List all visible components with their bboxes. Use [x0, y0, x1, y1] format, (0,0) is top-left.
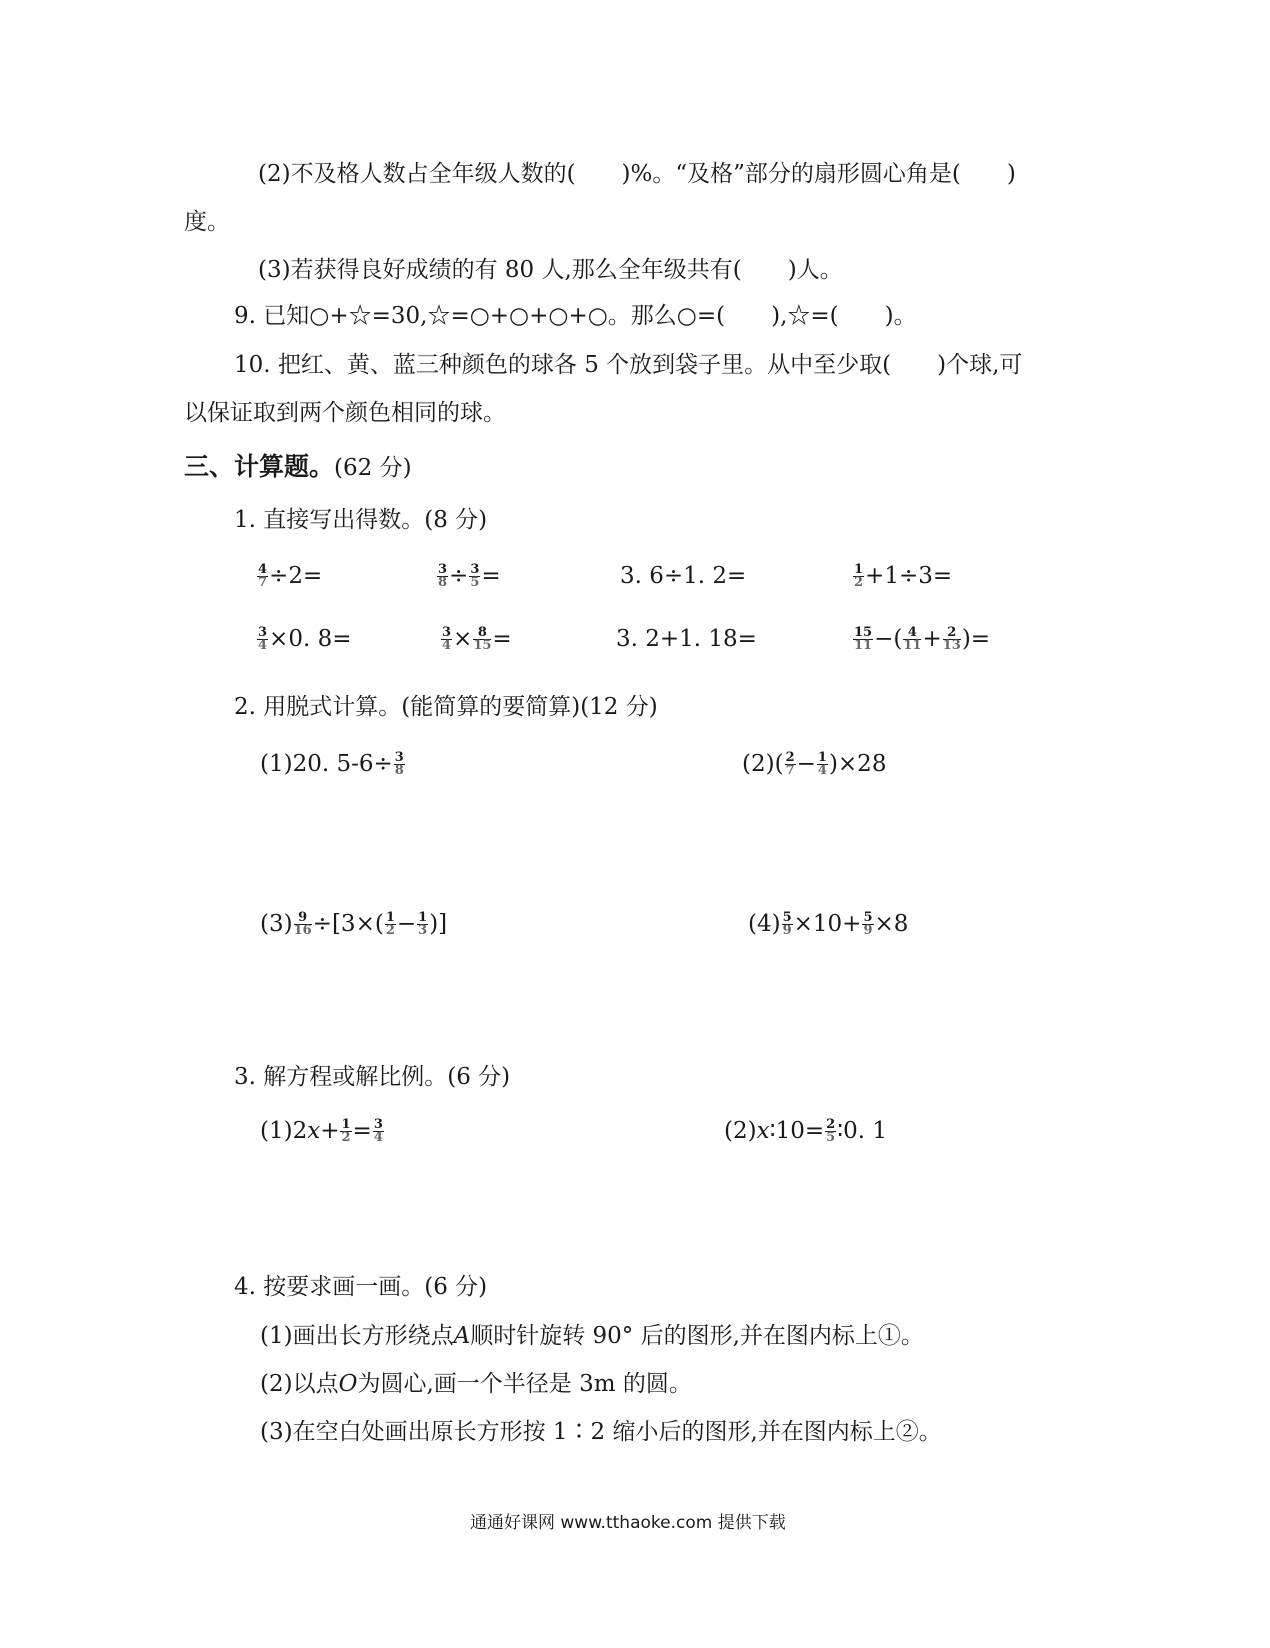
fraction: $\frac{1}{4}$	[817, 750, 827, 778]
fraction: $\frac{5}{9}$	[863, 910, 873, 938]
q3-part1: (1)2x+ $\frac{1}{2}$ = $\frac{3}{4}$	[260, 1117, 383, 1145]
q1-item-4: $\frac{1}{2}$ +1÷3=	[854, 562, 953, 590]
q4-title: 4. 按要求画一画。(6 分)	[234, 1274, 488, 1300]
fraction: $\frac{3}{4}$	[442, 625, 452, 653]
q8-part2-line2: 度。	[184, 209, 230, 235]
q1-item-8: $\frac{15}{11}$ −( $\frac{4}{11}$ + $\frac{2}{13}$ )=	[854, 625, 991, 653]
fraction: $\frac{3}{8}$	[394, 750, 404, 778]
fraction: $\frac{2}{5}$	[826, 1117, 836, 1145]
q2-title: 2. 用脱式计算。(能简算的要简算)(12 分)	[234, 694, 658, 720]
fraction: $\frac{1}{2}$	[385, 910, 395, 938]
q1-item-2: $\frac{3}{8}$ ÷ $\frac{3}{5}$ =	[438, 562, 501, 590]
q2-part4: (4) $\frac{5}{9}$ ×10+ $\frac{5}{9}$ ×8	[748, 910, 909, 938]
fraction: $\frac{3}{5}$	[470, 562, 480, 590]
q3-part2: (2)x∶10= $\frac{2}{5}$ ∶0. 1	[724, 1117, 888, 1145]
q10-line1: 10. 把红、黄、蓝三种颜色的球各 5 个放到袋子里。从中至少取( )个球,可	[234, 352, 1023, 378]
fraction: $\frac{8}{15}$	[473, 625, 492, 653]
footer-credit: 通通好课网 www.tthaoke.com 提供下载	[470, 1513, 786, 1533]
q2-part1: (1)20. 5-6÷ $\frac{3}{8}$	[260, 750, 404, 778]
q4-step2: (2)以点O为圆心,画一个半径是 3m 的圆。	[260, 1371, 692, 1397]
q2-part2: (2)( $\frac{2}{7}$ − $\frac{1}{4}$ )×28	[742, 750, 887, 778]
section-3-points: (62 分)	[334, 455, 412, 481]
fraction: $\frac{1}{3}$	[418, 910, 428, 938]
fraction: $\frac{2}{7}$	[785, 750, 795, 778]
fraction: $\frac{4}{7}$	[258, 562, 268, 590]
fraction: $\frac{3}{4}$	[258, 625, 268, 653]
q1-title: 1. 直接写出得数。(8 分)	[234, 507, 488, 533]
fraction: $\frac{1}{2}$	[854, 562, 864, 590]
fraction: $\frac{15}{11}$	[854, 625, 873, 653]
q1-item-7: 3. 2+1. 18=	[616, 626, 757, 652]
q2-part3: (3) $\frac{9}{16}$ ÷[3×( $\frac{1}{2}$ − $\frac{1}{3}$ )]	[260, 910, 448, 938]
fraction: $\frac{3}{8}$	[438, 562, 448, 590]
q1-item-5: $\frac{3}{4}$ ×0. 8=	[258, 625, 352, 653]
q4-step3: (3)在空白处画出原长方形按 1∶2 缩小后的图形,并在图内标上②。	[260, 1419, 942, 1445]
fraction: $\frac{5}{9}$	[782, 910, 792, 938]
fraction: $\frac{9}{16}$	[293, 910, 312, 938]
q1-item-1: $\frac{4}{7}$ ÷2=	[258, 562, 323, 590]
q8-part3: (3)若获得良好成绩的有 80 人,那么全年级共有( )人。	[258, 257, 843, 283]
q1-item-3: 3. 6÷1. 2=	[620, 563, 747, 589]
fraction: $\frac{1}{2}$	[341, 1117, 351, 1145]
section-3-heading	[184, 452, 412, 483]
q1-item-6: $\frac{3}{4}$ × $\frac{8}{15}$ =	[442, 625, 512, 653]
q3-title: 3. 解方程或解比例。(6 分)	[234, 1064, 511, 1090]
fraction: $\frac{2}{13}$	[942, 625, 961, 653]
fraction: $\frac{4}{11}$	[903, 625, 922, 653]
q8-part2-line1: (2)不及格人数占全年级人数的( )%。“及格”部分的扇形圆心角是( )	[258, 161, 1016, 187]
q9: 9. 已知○+☆=30,☆=○+○+○+○。那么○=( ),☆=( )。	[234, 303, 917, 329]
q4-step1: (1)画出长方形绕点A顺时针旋转 90° 后的图形,并在图内标上①。	[260, 1323, 924, 1349]
q10-line2: 以保证取到两个颜色相同的球。	[184, 400, 506, 426]
fraction: $\frac{3}{4}$	[373, 1117, 383, 1145]
section-3-title: 三、计算题。	[184, 452, 335, 481]
